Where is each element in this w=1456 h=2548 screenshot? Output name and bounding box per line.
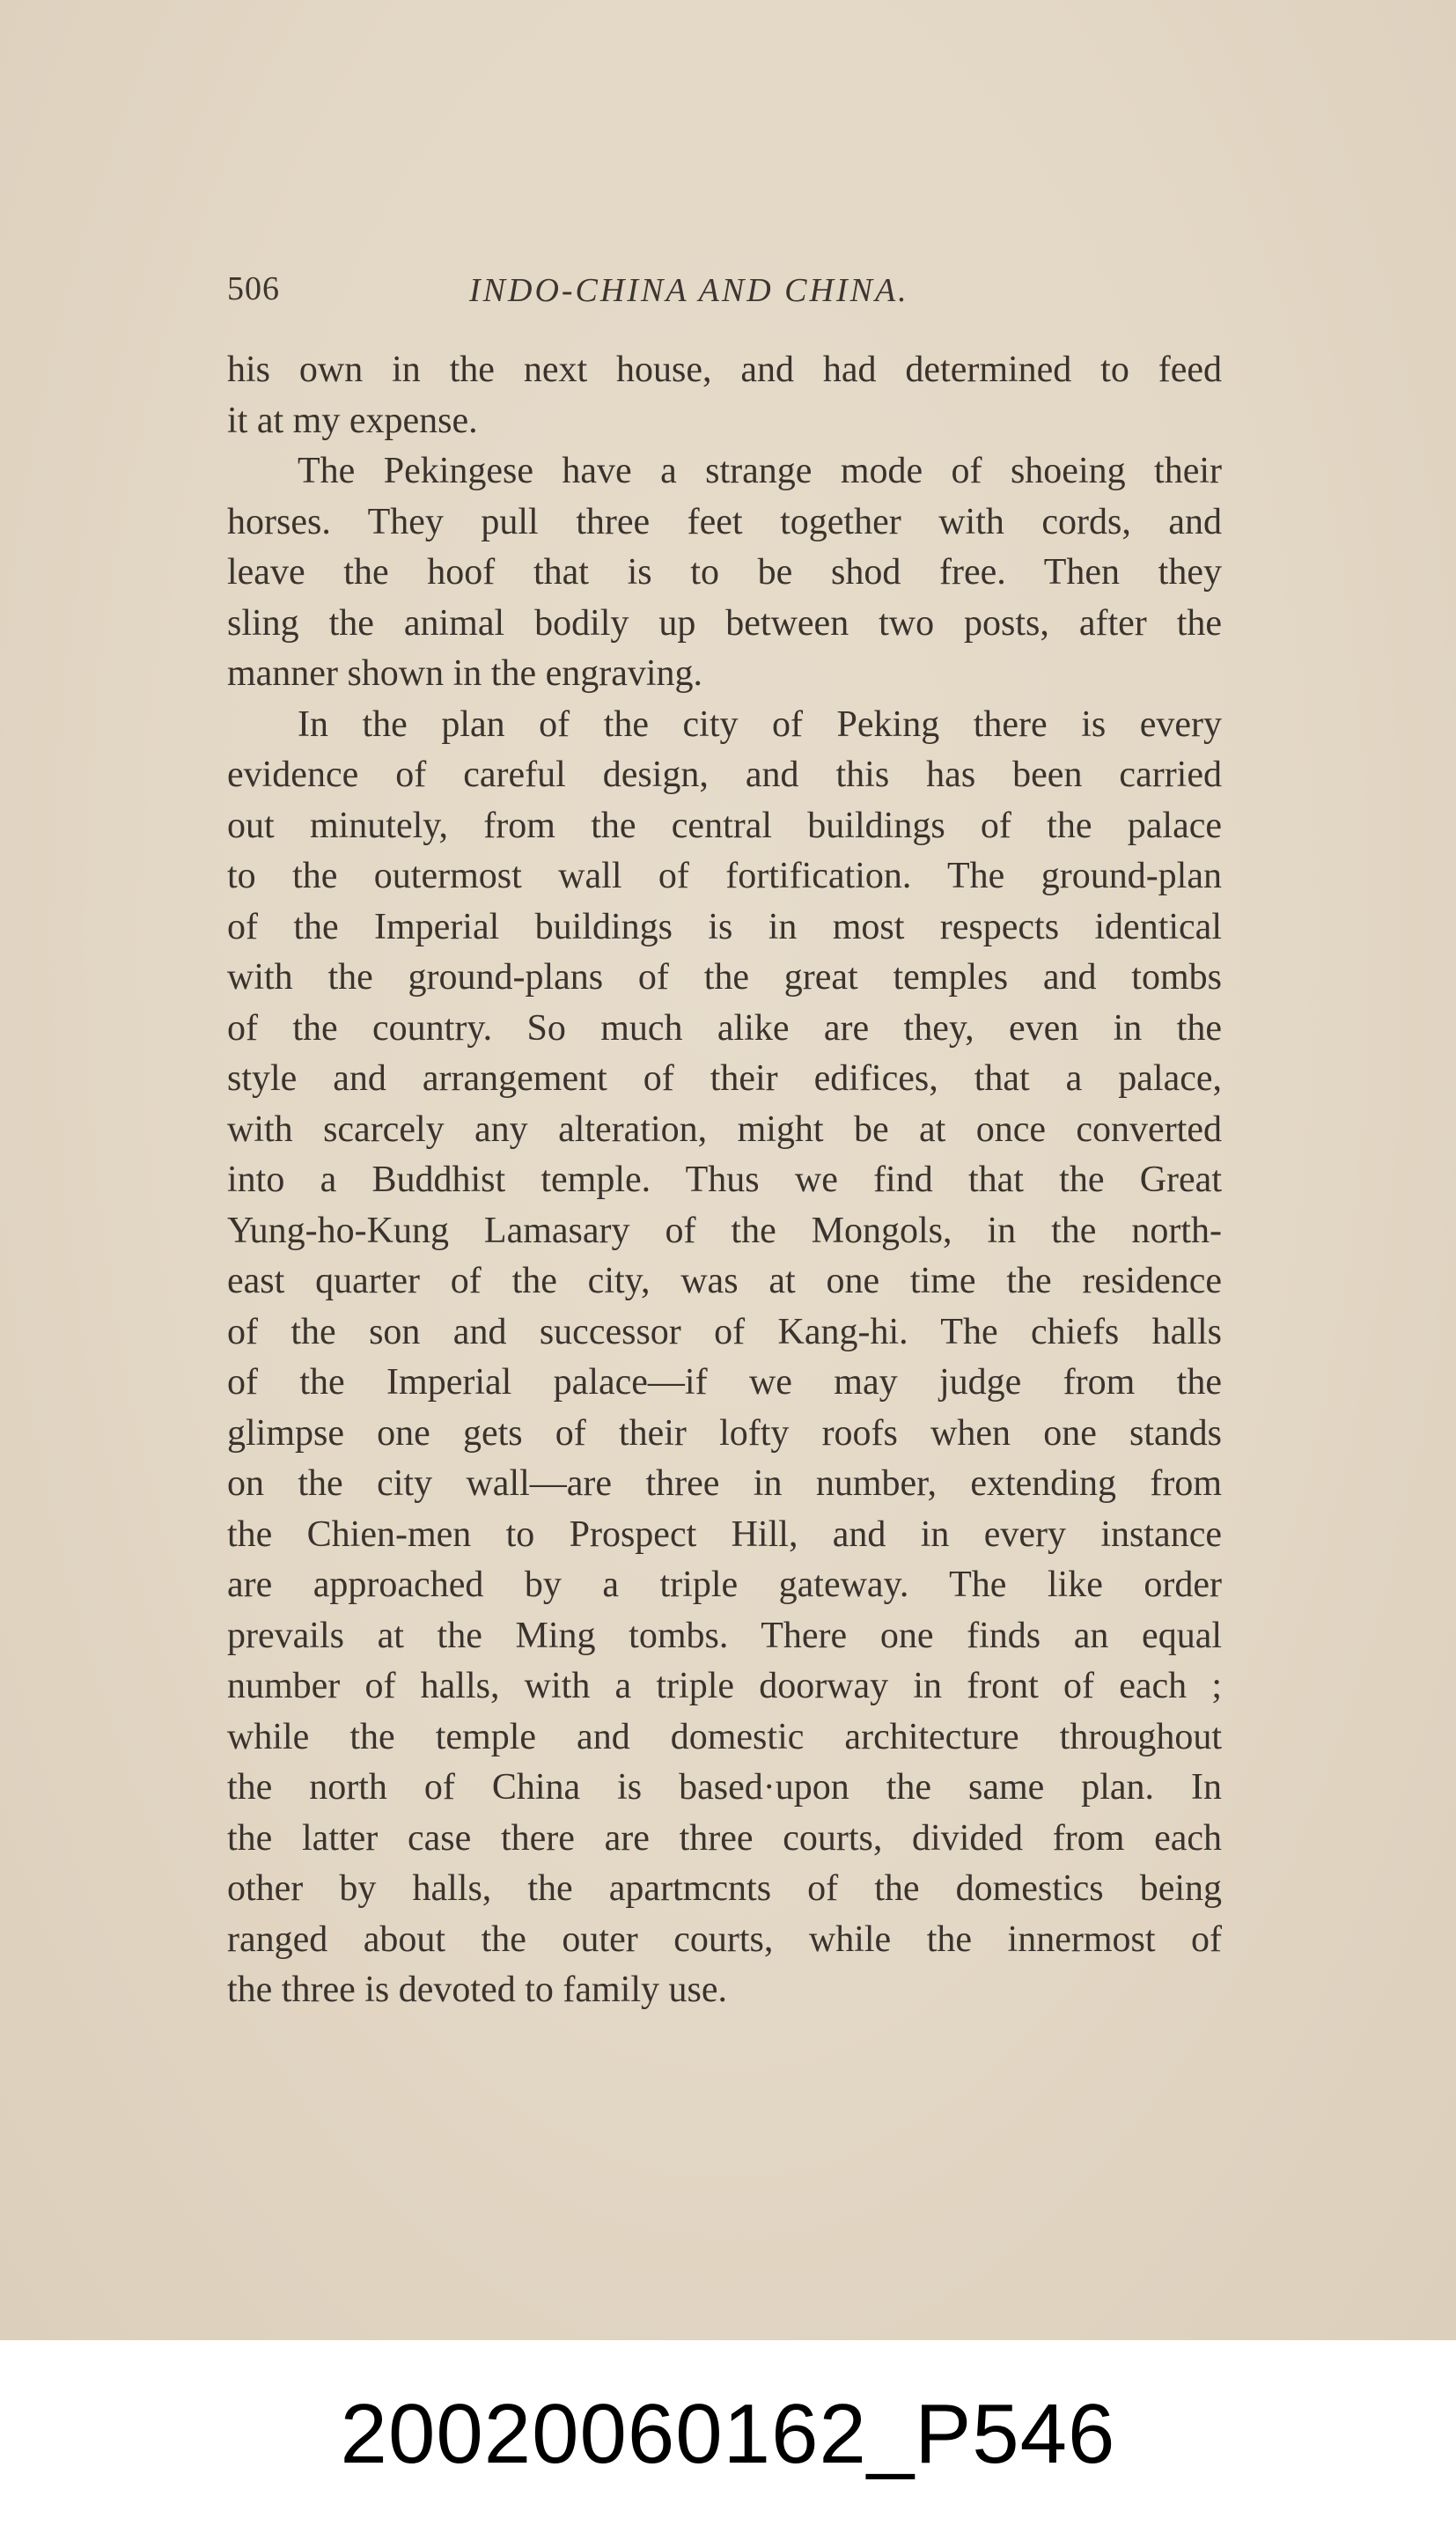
text-line: on the city wall—are three in number, extending from bbox=[227, 1463, 1222, 1504]
text-line: the three is devoted to family use. bbox=[227, 1970, 728, 2010]
text-line: the north of China is based·upon the same plan. In bbox=[227, 1767, 1222, 1808]
running-title: INDO-CHINA AND CHINA. bbox=[469, 272, 909, 309]
scan-id-label: 20020060162_P546 bbox=[340, 2387, 1116, 2481]
text-line: his own in the next house, and had determined to feed bbox=[227, 350, 1222, 390]
text-line: of the country. So much alike are they, even in the bbox=[227, 1007, 1222, 1049]
text-line: prevails at the Ming tombs. There one finds an equal bbox=[227, 1615, 1222, 1656]
text-line: east quarter of the city, was at one time the residence bbox=[227, 1261, 1222, 1301]
text-line: leave the hoof that is to be shod free. Then they bbox=[227, 552, 1222, 593]
text-line: of the son and successor of Kang-hi. The chiefs halls bbox=[227, 1311, 1222, 1352]
text-line: number of halls, with a triple doorway in front of each ; bbox=[227, 1666, 1222, 1706]
text-line: ranged about the outer courts, while the innermost of bbox=[227, 1918, 1222, 1960]
text-line: the latter case there are three courts, divided from each bbox=[227, 1817, 1222, 1859]
text-line: sling the animal bodily up between two posts, after the bbox=[227, 602, 1222, 644]
text-line: are approached by a triple gateway. The like order bbox=[227, 1565, 1222, 1605]
text-line: style and arrangement of their edifices, that a palace, bbox=[227, 1058, 1222, 1099]
text-line: the Chien-men to Prospect Hill, and in every instance bbox=[227, 1513, 1222, 1555]
running-head bbox=[227, 264, 1222, 317]
text-line: while the temple and domestic architecture throughout bbox=[227, 1716, 1222, 1757]
text-line: of the Imperial buildings is in most respects identical bbox=[227, 906, 1222, 947]
text-line: into a Buddhist temple. Thus we find that the Great bbox=[227, 1160, 1222, 1200]
text-line: to the outermost wall of fortification. The ground-plan bbox=[227, 856, 1222, 896]
body-text bbox=[227, 345, 1222, 2016]
text-line: with the ground-plans of the great temples and tombs bbox=[227, 957, 1222, 998]
text-line: it at my expense. bbox=[227, 400, 478, 441]
text-line: The Pekingese have a strange mode of shoeing their bbox=[298, 451, 1222, 491]
text-line: out minutely, from the central buildings of the palace bbox=[227, 805, 1222, 846]
text-line: glimpse one gets of their lofty roofs when one stands bbox=[227, 1412, 1222, 1454]
text-line: manner shown in the engraving. bbox=[227, 653, 703, 694]
text-line: of the Imperial palace—if we may judge from the bbox=[227, 1362, 1222, 1403]
text-line: In the plan of the city of Peking there is every bbox=[298, 703, 1222, 745]
text-line: with scarcely any alteration, might be at once converted bbox=[227, 1108, 1222, 1150]
text-line: horses. They pull three feet together with cords, and bbox=[227, 501, 1222, 542]
text-line: Yung-ho-Kung Lamasary of the Mongols, in the north- bbox=[227, 1210, 1222, 1251]
page-number: 506 bbox=[227, 270, 280, 307]
text-line: other by halls, the apartmcnts of the domestics being bbox=[227, 1868, 1222, 1909]
text-line: evidence of careful design, and this has been carried bbox=[227, 755, 1222, 795]
